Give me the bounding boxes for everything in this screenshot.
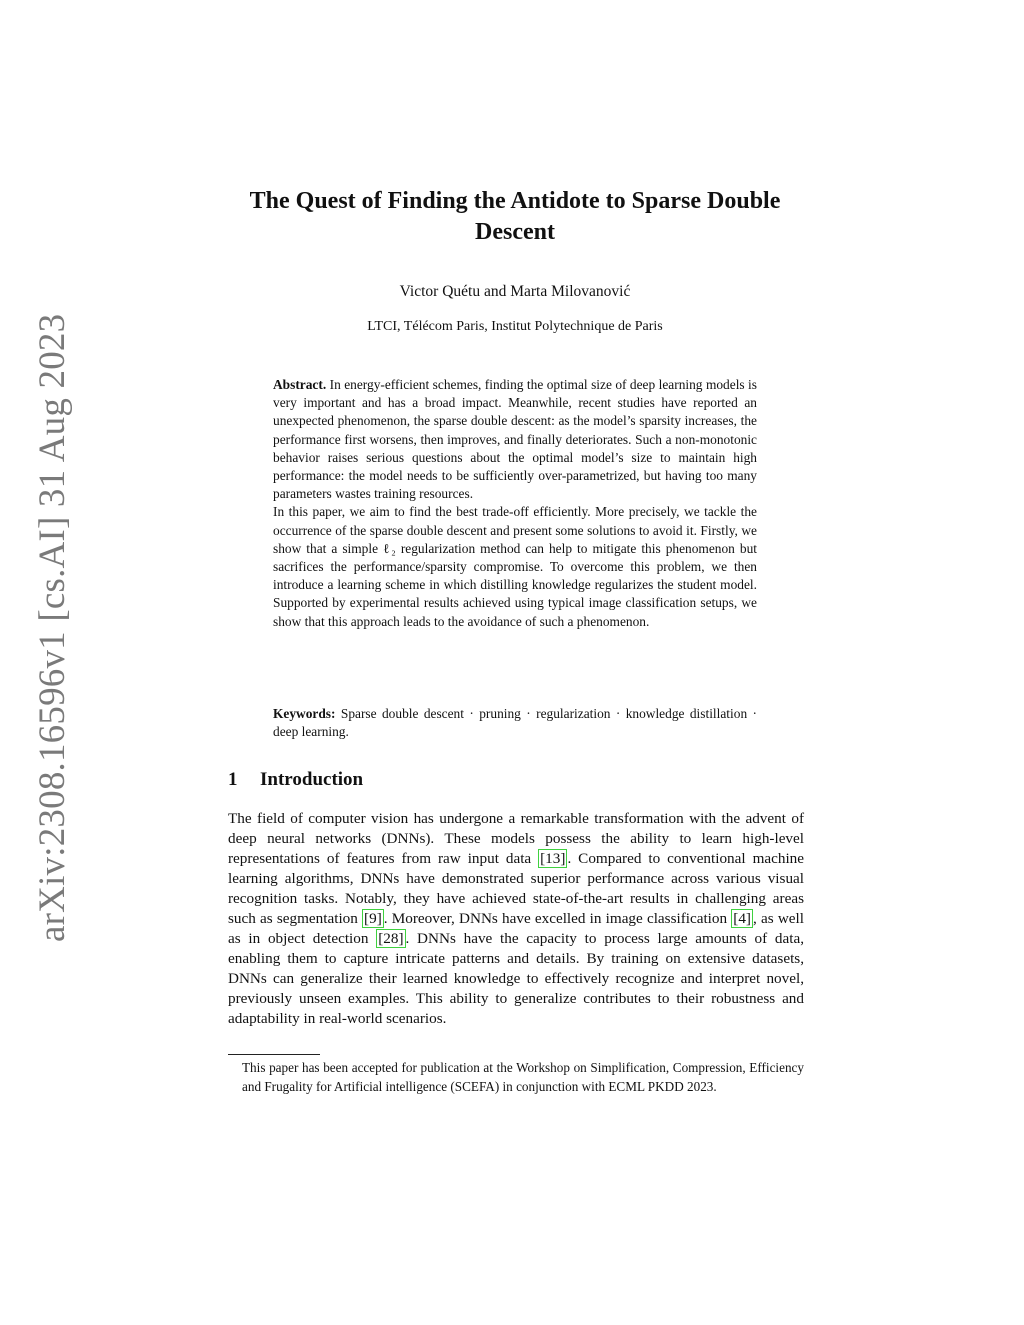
citation-link-13[interactable]: [13]: [540, 850, 566, 867]
intro-text-4: , as well as in object detection: [228, 910, 804, 947]
citation-link-28[interactable]: [28]: [378, 930, 404, 947]
citation-link-9[interactable]: [9]: [364, 910, 382, 927]
keywords-block: [273, 705, 757, 741]
introduction-paragraph: [228, 809, 804, 1029]
intro-text-1: The field of computer vision has undergone a remarkable transformation with the advent of deep neural networks (DNNs). These models possess the ability to learn high-level representations of features from raw input data: [228, 810, 804, 867]
abstract-paragraph-1: [273, 376, 757, 503]
intro-text-2: . Compared to conventional machine learning algorithms, DNNs have demonstrated superior performance across various visual recognition tasks. Notably, they have achieved state-of-the-art results in challenging areas such as segmentation: [228, 850, 805, 927]
abstract-label: Abstract.: [273, 377, 327, 392]
footnote-divider: [228, 1054, 320, 1055]
intro-text-3: . Moreover, DNNs have excelled in image classification: [383, 910, 732, 927]
section-title: Introduction: [260, 769, 364, 790]
abstract-text-1: In energy-efficient schemes, finding the optimal size of deep learning models is very important and has a broad impact. Meanwhile, recent studies have reported an unexpected phenomenon, the sparse double descent: as the model’s sparsity increases, the performance first worsens, then improves, and finally deteriorates. Such a non-monotonic behavior raises serious questions about the optimal model’s size to maintain high performance: the model needs to be sufficiently over-parametrized, but having too many parameters wastes training resources.: [273, 377, 757, 502]
abstract-paragraph-2: In this paper, we aim to find the best trade-off efficiently. More precisely, we tackle the occurrence of the sparse double descent and present some solutions to avoid it. Firstly, we show that a simple ℓ₂ regularization method can help to mitigate this phenomenon but sacrifices the performance/sparsity compromise. To overcome this problem, we then introduce a learning scheme in which distilling knowledge regularizes the student model. Supported by experimental results achieved using typical image classification setups, we show that this approach leads to the avoidance of such a phenomenon.: [273, 504, 757, 629]
keywords-label: Keywords:: [273, 706, 336, 721]
paper-authors: Victor Quétu and Marta Milovanović: [399, 283, 631, 300]
paper-title: The Quest of Finding the Antidote to Sparse Double Descent: [249, 188, 781, 245]
keywords-text: Sparse double descent · pruning · regularization · knowledge distillation · deep learning.: [273, 706, 757, 740]
intro-text-5: . DNNs have the capacity to process large amounts of data, enabling them to capture intricate patterns and details. By training on extensive datasets, DNNs can generalize their learned knowledge to effectively recognize and interpret novel, previously unseen examples. This ability to generalize contributes to their robustness and adaptability in real-world scenarios.: [228, 930, 804, 1027]
footnote-text: This paper has been accepted for publication at the Workshop on Simplification, Compression, Efficiency and Frugality for Artificial intelligence (SCEFA) in conjunction with ECML PKDD 2023.: [242, 1060, 804, 1094]
abstract-block: [273, 376, 757, 631]
citation-link-4[interactable]: [4]: [733, 910, 751, 927]
section-heading-introduction: [228, 769, 363, 791]
section-number: 1: [228, 769, 238, 790]
arxiv-identifier-text: arXiv:2308.16596v1 [cs.AI] 31 Aug 2023: [32, 313, 73, 942]
author-affiliation: LTCI, Télécom Paris, Institut Polytechnique de Paris: [367, 319, 663, 334]
